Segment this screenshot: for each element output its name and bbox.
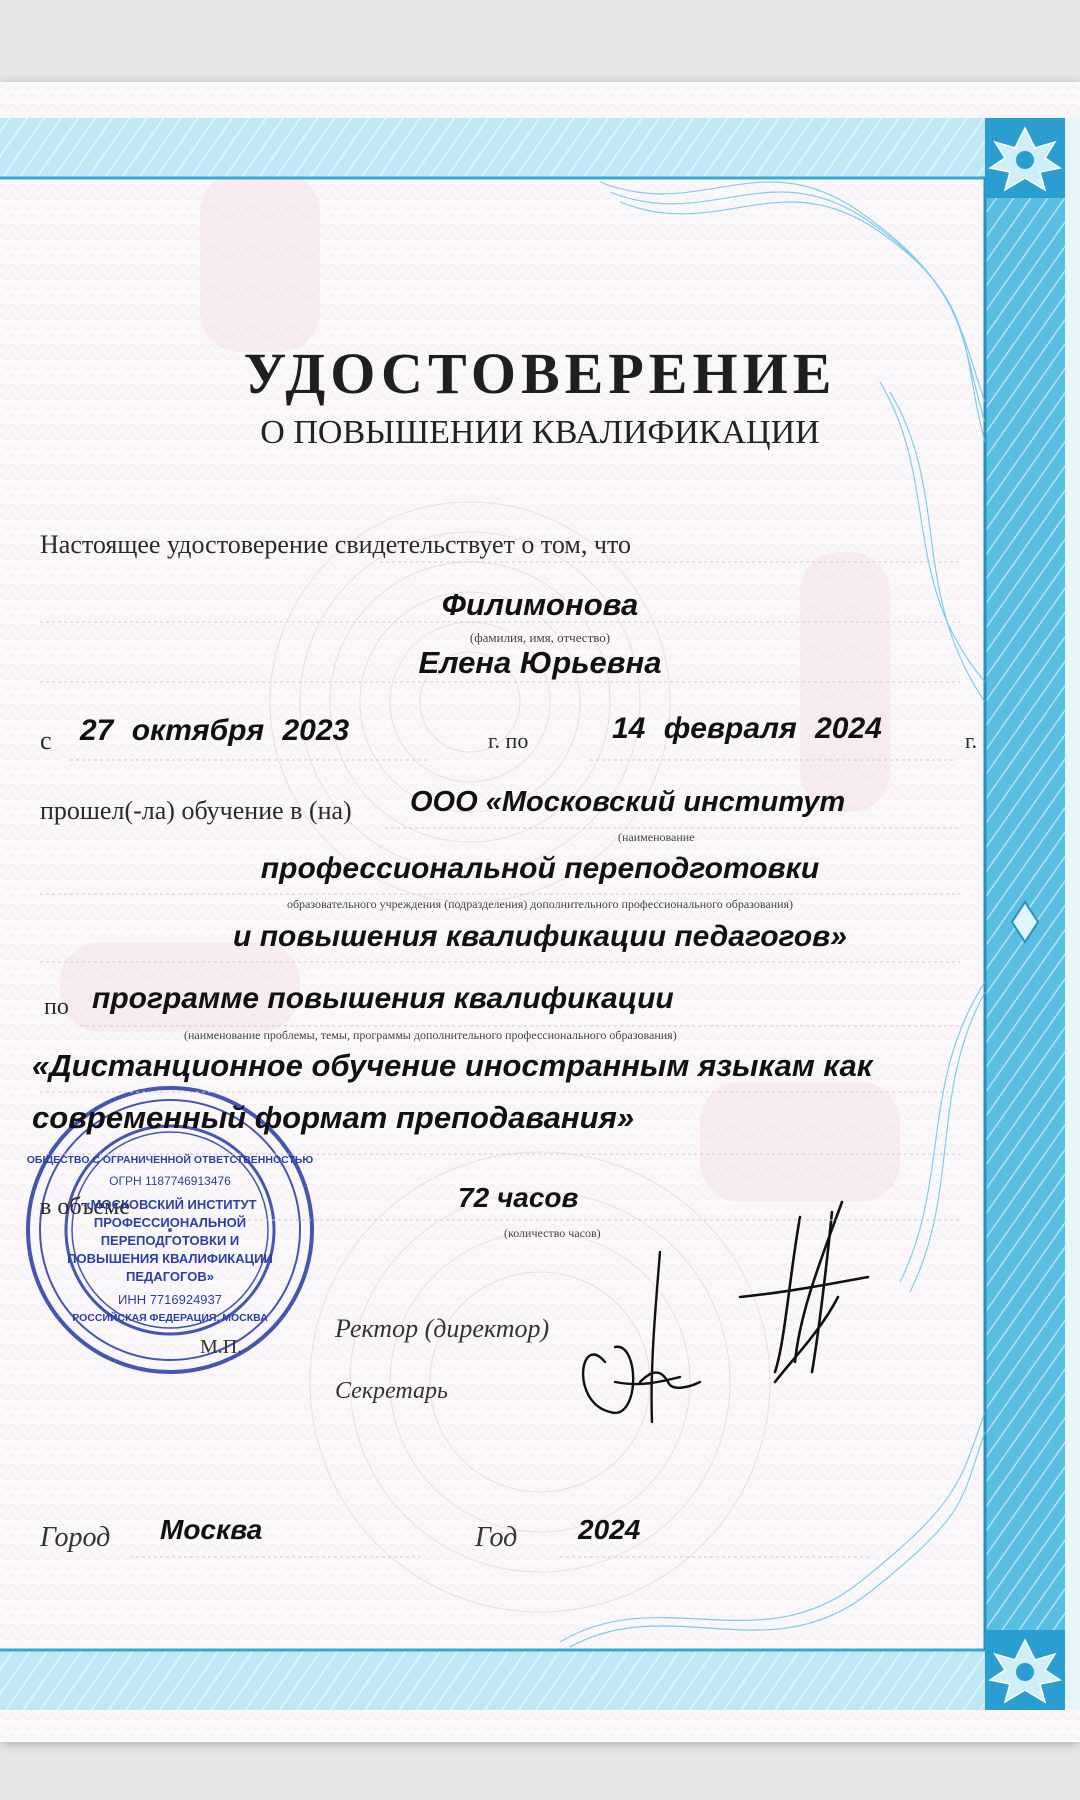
stamp-center-text: «МОСКОВСКИЙ ИНСТИТУТ ПРОФЕССИОНАЛЬНОЙ ПЕРЕПОДГОТОВКИ И ПОВЫШЕНИЯ КВАЛИФИКАЦИИ ПЕДАГОГОВ» (67, 1197, 273, 1284)
corner-rosette-icon (985, 1630, 1065, 1710)
program-line-2: современный формат преподавания» (32, 1100, 635, 1135)
name-caption: (фамилия, имя, отчество) (469, 630, 611, 645)
document-title: УДОСТОВЕРЕНИЕ (243, 341, 837, 406)
stamp-inn: ИНН 7716924937 (117, 1292, 223, 1307)
institution-line-1: ООО «Московский институт (410, 786, 846, 818)
program-caption: (наименование проблемы, темы, программы дополнительного профессионального образования) (184, 1028, 677, 1042)
institution-line-2: профессиональной переподготовки (260, 852, 820, 885)
year-label: Год (475, 1522, 518, 1553)
program-line-1: «Дистанционное обучение иностранным языкам как (32, 1048, 873, 1083)
stamp-inner-ring: ОГРН 1187746913476 (109, 1174, 231, 1188)
surname: Филимонова (441, 587, 639, 622)
studied-label: прошел(-ла) обучение в (на) (40, 796, 352, 825)
stamp-seal (20, 1084, 320, 1376)
start-date: 27 октября 2023 (80, 714, 350, 747)
city: Москва (160, 1514, 263, 1545)
document-subtitle: О ПОВЫШЕНИИ КВАЛИФИКАЦИИ (260, 414, 820, 451)
year: 2024 (578, 1514, 641, 1545)
program-prefix: по (44, 994, 69, 1020)
institution-caption-long: образовательного учреждения (подразделения) дополнительного профессионального образования) (286, 897, 794, 911)
stamp-bottom-ring: РОССИЙСКАЯ ФЕДЕРАЦИЯ, МОСКВА (72, 1312, 268, 1324)
hours: 72 часов (458, 1182, 579, 1213)
end-date: 14 февраля 2024 (612, 712, 882, 745)
given-names: Елена Юрьевна (418, 645, 662, 680)
secretary-label: Секретарь (335, 1378, 448, 1404)
certificate-document (0, 82, 1080, 1742)
city-label: Город (40, 1522, 111, 1553)
program-type: программе повышения квалификации (92, 982, 674, 1015)
certificate-background (0, 82, 1080, 1742)
year-suffix: г. (965, 728, 978, 753)
institution-line-3: и повышения квалификации педагогов» (233, 920, 847, 953)
from-prefix: с (40, 726, 52, 755)
hours-caption: (количество часов) (504, 1226, 601, 1240)
rector-label: Ректор (директор) (335, 1314, 550, 1343)
corner-rosette-icon (985, 118, 1065, 198)
intro-text: Настоящее удостоверение свидетельствует о том, что (40, 530, 631, 559)
stamp-outer-ring: ОБЩЕСТВО С ОГРАНИЧЕННОЙ ОТВЕТСТВЕННОСТЬЮ (26, 1154, 314, 1166)
volume-label: в объеме (40, 1194, 130, 1220)
to-label: г. по (488, 728, 529, 753)
institution-caption-short: (наименование (618, 830, 695, 844)
seal-place: М.П. (200, 1336, 243, 1358)
